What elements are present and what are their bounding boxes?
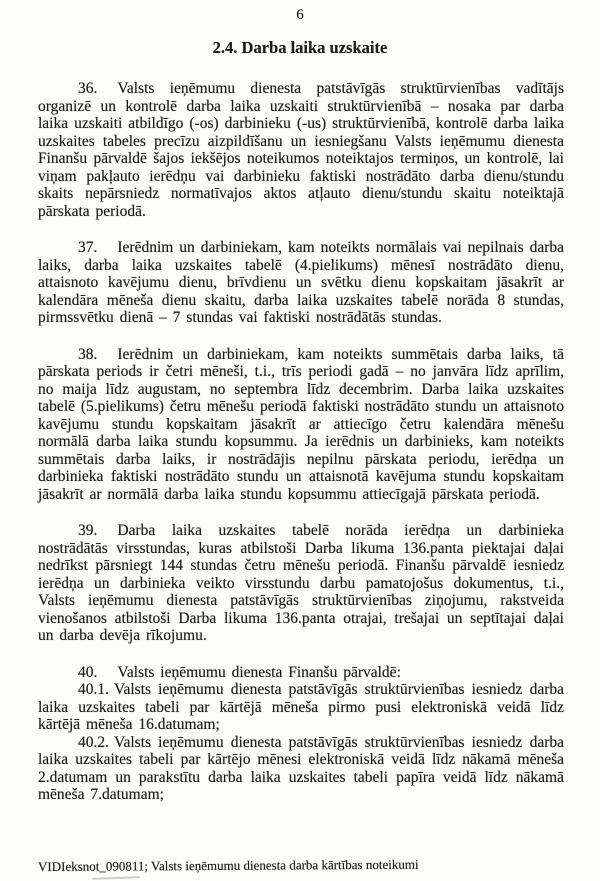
paragraph-36 <box>38 80 564 220</box>
paragraph-37-text: Ierēdnim un darbiniekam, kam noteikts normālais vai nepilnais darba laiks, darba laika uzskaites tabelē (4.pielikums) mēnesī nostrādāto dienu, attaisnoto kavējumu dienu, brīvdienu un svētku dienu kopskaitam jāsakrīt ar kalendāra mēneša dienu skaitu, darba laika uzskaites tabelē norāda 8 stundas, pirmssvētku dienā – 7 stundas vai faktiski nostrādātās stundas. <box>38 239 564 326</box>
paragraph-36-number: 36. <box>78 80 98 97</box>
document-body <box>38 80 564 804</box>
paragraph-39-text: Darba laika uzskaites tabelē norāda ierēdņa un darbinieka nostrādātās virsstundas, kuras atbilstoši Darba likuma 136.panta piektajai daļai nedrīkst pārsniegt 144 stundas četru mēnešu periodā. Finanšu pārvaldē iesniedz ierēdņa un darbinieka veikto virsstundu darbu pamatojošus dokumentus, t.i., Valsts ieņēmumu dienesta patstāvīgās struktūrvienības ziņojumu, rakstveida vienošanos atbilstoši Darba likuma 136.panta otrajai, trešajai un septītajai daļai un darba devēja rīkojumu. <box>38 522 564 644</box>
paragraph-40 <box>38 664 564 682</box>
paragraph-39 <box>38 522 564 645</box>
paragraph-38-number: 38. <box>78 345 98 363</box>
paragraph-37 <box>38 239 564 327</box>
paragraph-40-text: Valsts ieņēmumu dienesta Finanšu pārvaldē: <box>117 663 401 681</box>
paragraph-39-number: 39. <box>78 522 98 539</box>
paragraph-37-number: 37. <box>78 239 98 256</box>
paragraph-40-number: 40. <box>78 663 98 681</box>
paragraph-40-1 <box>38 681 564 734</box>
footer-note: VIDIeksnot_090811; Valsts ieņēmumu dienesta darba kārtības noteikumi <box>37 856 419 874</box>
paragraph-40-1-number: 40.1. <box>78 681 109 698</box>
paragraph-38-text: Ierēdnim un darbiniekam, kam noteikts summētais darba laiks, tā pārskata periods ir četri mēneši, t.i., trīs periodi gadā – no janvāra līdz aprīlim, no maija līdz augustam, no septembra līdz decembrim. Darba laika uzskaites tabelē (5.pielikums) četru mēnešu periodā faktiski nostrādāto stundu un attaisnoto kavējumu stundu kopskaitam jāsakrīt ar attiecīgo četru kalendāra mēnešu normālā darba laika stundu kopsummu. Ja ierēdnis un darbinieks, kam noteikts summētais darba laiks, ir nostrādājis nepilnu pārskata periodu, ierēdņa un darbinieka faktiski nostrādāto stundu un attaisnotā kavējuma stundu kopskaitam jāsakrīt ar normālā darba laika stundu kopsummu attiecīgajā pārskata periodā. <box>38 345 564 503</box>
section-heading: 2.4. Darba laika uzskaite <box>212 38 388 57</box>
paragraph-40-2 <box>38 734 564 804</box>
scan-artifact <box>92 876 140 880</box>
paragraph-40-1-text: Valsts ieņēmumu dienesta patstāvīgās struktūrvienības iesniedz darba laika uzskaites tabeli par kārtējā mēneša pirmo pusi elektroniskā veidā līdz kārtējā mēneša 16.datumam; <box>38 681 564 733</box>
paragraph-40-2-text: Valsts ieņēmumu dienesta patstāvīgās struktūrvienības iesniedz darba laika uzskaites tabeli par kārtējo mēnesi elektroniskā veidā līdz nākamā mēneša 2.datumam un parakstītu darba laika uzskaites tabeli papīra veidā līdz nākamā mēneša 7.datumam; <box>38 733 564 803</box>
paragraph-36-text: Valsts ieņēmumu dienesta patstāvīgās struktūrvienības vadītājs organizē un kontrolē darba laika uzskaiti struktūrvienībā – nosaka par darba laika uzskaiti atbildīgo (-os) darbinieku (-us) struktūrvienībā, kontrolē darba laika uzskaites tabeles precīzu aizpildīšanu un iesniegšanu Valsts ieņēmumu dienesta Finanšu pārvaldē šajos iekšējos noteikumos noteiktajos termiņos, un kontrolē, lai viņam pakļauto ierēdņu vai darbinieku faktiski nostrādāto darba dienu/stundu skaits nepārsniedz normatīvajos aktos atļauto dienu/stundu skaitu noteiktajā pārskata periodā. <box>38 80 564 220</box>
paragraph-38 <box>38 346 564 504</box>
page-number: 6 <box>296 7 304 23</box>
paragraph-40-2-number: 40.2. <box>78 733 109 751</box>
